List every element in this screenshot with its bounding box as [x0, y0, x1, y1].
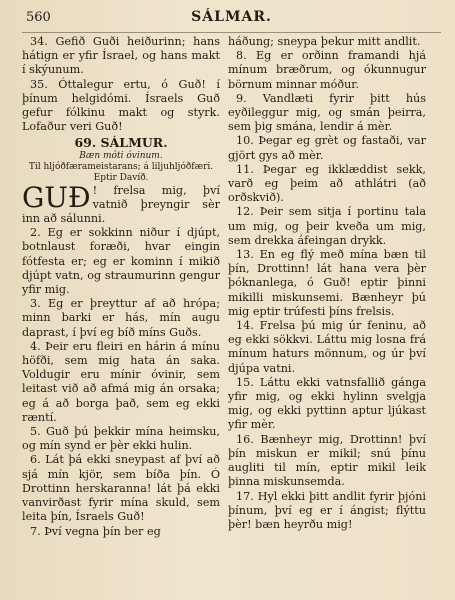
verse: 11. Þegar eg ikklæddist sekk, varð eg þeim að athlátri (að orðskvið).: [228, 162, 426, 205]
verse: 6. Lát þá ekki sneypast af því að sjá mín kjör, sem bíða þín. Ó Drottinn herskaranna! lát þá ekki vanvirðast fyrir mína skuld, sem leita þín, Ísraels Guð!: [22, 453, 220, 524]
verse: 35. Óttalegur ertu, ó Guð! í þínum helgidómi. Ísraels Guð gefur fólkinu makt og styrk. Lofaður veri Guð!: [22, 77, 220, 134]
verse: 15. Láttu ekki vatnsfallið gánga yfir mig, og ekki hylinn svelgja mig, og ekki pyttinn aptur ljúkast yfir mèr.: [228, 375, 426, 432]
verse: 7. Því vegna þín ber eg: [30, 524, 161, 538]
text-columns: [22, 35, 441, 539]
verse: 12. Þeir sem sitja í portinu tala um mig, og þeir kveða um mig, sem drekka áfeingan drykk.: [228, 205, 426, 247]
verse: 3. Eg er þreyttur af að hrópa; minn barki er hás, mín augu daprast, í því eg bíð míns Guðs.: [22, 297, 220, 339]
verse: 2. Eg er sokkinn niður í djúpt, botnlaust foræði, hvar eingin fótfesta er; eg er kominn í mikið djúpt vatn, og straumurinn gengur yfir mig.: [22, 226, 220, 297]
verse: 13. En eg flý með mína bæn til þín, Drottinn! lát hana vera þèr þóknanlega, ó Guð! eptir þinni mikilli miskunsemi. Bænheyr þú mig eptir trúfesti þíns frelsis.: [228, 248, 426, 318]
drop-cap: GUÐ: [22, 180, 91, 214]
psalm-title: 69. SÁLMUR.: [74, 135, 168, 151]
running-title: SÁLMAR.: [191, 9, 272, 25]
verse: 9. Vandlæti fyrir þitt hús eyðileggur mig, og smán þeirra, sem þig smána, lendir á mèr.: [228, 91, 426, 134]
verse: 14. Frelsa þú mig úr feninu, að eg ekki sökkvi. Láttu mig losna frá mínum haturs mönnum, og úr því djúpa vatni.: [228, 319, 426, 375]
verse: 8. Eg er orðinn framandi hjá mínum bræðrum, og ókunnugur börnum minnar móður.: [228, 49, 426, 91]
verse: 4. Þeir eru fleiri en hárin á mínu höfði, sem mig hata án saka. Voldugir eru mínir óvinir, sem leitast við að afmá mig án orsaka; eg á að borga það, sem eg ekki ræntí.: [22, 339, 220, 424]
verse: 16. Bænheyr mig, Drottinn! því þín miskun er mikil; snú þínu augliti til mín, eptir mikil leik þinna miskunsemda.: [228, 432, 426, 489]
verse: 17. Hyl ekki þitt andlit fyrir þjóni þínum, því eg er í ángist; flýttu þèr! bæn heyrðu mig!: [228, 489, 426, 531]
verse: 34. Gefið Guði heiðurinn; hans hátign er yfir Ísrael, og hans makt í skýunum.: [22, 35, 220, 77]
psalm-instruction: Til hljóðfærameistarans; á liljuhljóðfæri. Eptir Davíð.: [28, 161, 214, 183]
verse-1-text: ! frelsa mig, því vatnið þreyngir sèr inn að sálunni.: [22, 183, 220, 226]
verse: 5. Guð þú þekkir mína heimsku, og mín synd er þèr ekki hulin.: [22, 425, 220, 453]
right-column: [228, 35, 426, 539]
page-header: [22, 8, 441, 33]
verse-continuation: háðung; sneypa þekur mitt andlit.: [228, 35, 421, 48]
left-column: [22, 35, 220, 539]
verse-1: [22, 180, 220, 227]
verse: 10. Þegar eg grèt og fastaði, var gjört gys að mèr.: [228, 134, 426, 162]
page-number: 560: [26, 10, 51, 25]
psalm-subtitle: Bæn móti óvinum.: [79, 150, 163, 161]
